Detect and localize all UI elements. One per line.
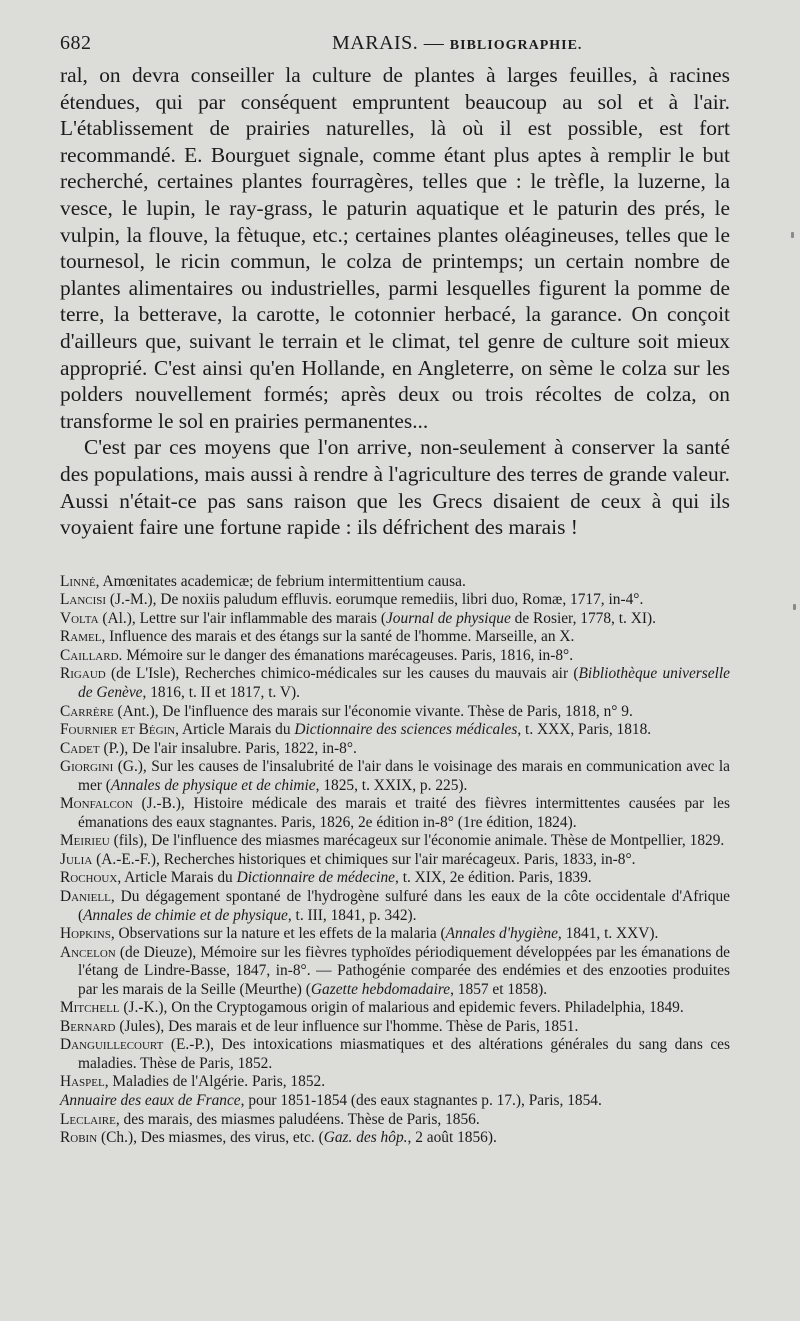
reference-text: , 1825, t. XXIX, p. 225). [315,776,468,794]
reference-title: Journal de physique [385,609,511,627]
reference-text: , Du dégagement spontané de l'hydrogène sulfuré dans les eaux de la côte occidentale d'Afrique ( [78,887,730,924]
reference-author: Daniell [60,887,111,905]
reference-entry [60,628,730,647]
reference-author: Lancisi [60,591,107,609]
running-title-main: MARAIS. — [332,32,445,54]
reference-title: Dictionnaire de médecine [236,869,395,887]
reference-author: Rigaud [60,665,106,683]
reference-text: (E.-P.), Des intoxications miasmatiques et des altérations générales du sang dans ces maladies. Thèse de Paris, 1852. [78,1036,730,1072]
reference-author: Carrère [60,702,114,720]
reference-entry [60,647,730,666]
reference-author: Bernard [60,1017,116,1035]
reference-entry [60,573,730,592]
reference-text: (G.), Sur les causes de l'insalubrité de l'air dans le voisinage des marais en communication avec la mer ( [78,758,730,794]
reference-author: Haspel [60,1073,105,1091]
reference-entry [60,795,730,832]
reference-text: , pour 1851-1854 (des eaux stagnantes p. 17.), Paris, 1854. [240,1092,602,1109]
paragraph: ral, on devra conseiller la culture de plantes à larges feuilles, à racines étendues, qui par conséquent empruntent beaucoup au sol et à l'air. L'établissement de prairies naturelles, là où il est possible, est fort recommandé. E. Bourguet signale, comme étant plus aptes à remplir le but recherché, certaines plantes fourragères, telles que : le trèfle, la luzerne, la vesce, le lupin, le ray-grass, le paturin aquatique et le paturin des prés, le vulpin, la flouve, la fètuque, etc.; certaines plantes oléagineuses, telles que le tournesol, le ricin commun, le colza de printemps; un certain nombre de plantes alimentaires ou industrielles, parmi lesquelles figurent la pomme de terre, la betterave, la carotte, le cotonnier herbacé, la garance. On conçoit d'ailleurs que, suivant le terrain et le climat, tel genre de culture soit mieux approprié. C'est ainsi qu'en Hollande, en Angleterre, on sème le colza sur les polders nouvellement formés; après deux ou trois récoltes de colza, on transforme le sol en prairies permanentes... [60,63,730,433]
reference-text: (Jules), Des marais et de leur influence sur l'homme. Thèse de Paris, 1851. [115,1017,579,1035]
reference-entry [60,999,730,1018]
reference-entry [60,1111,730,1130]
reference-author: Robin [60,1129,98,1147]
reference-text: de Rosier, 1778, t. XI). [510,609,656,627]
reference-text: (A.-E.-F.), Recherches historiques et chimiques sur l'air marécageux. Paris, 1833, in-8°. [92,850,636,868]
reference-title: Gazette hebdomadaire [310,980,451,998]
reference-text: , t. XXX, Paris, 1818. [517,721,652,739]
reference-text: , Article Marais du [117,869,237,887]
reference-text: , Amœnitates academicæ; de febrium intermittentium causa. [95,572,466,590]
reference-entry [60,1129,730,1148]
reference-entry [60,888,730,925]
running-title [332,28,582,61]
reference-text: (de Dieuze), Mémoire sur les fièvres typhoïdes périodiquement développées par les émanations de l'étang de Lindre-Basse, 1847, in-8°. — Pathogénie comparée des endémies et des enzooties produites par les marais de la Seille (Meurthe) ( [78,943,730,998]
reference-entry [60,869,730,888]
reference-entry [60,740,730,759]
reference-text: . Mémoire sur le danger des émanations marécageuses. Paris, 1816, in-8°. [118,646,574,664]
reference-author: Mitchell [60,999,120,1017]
reference-entry [60,610,730,629]
reference-entry [60,665,730,702]
reference-title: Annales d'hygiène [445,925,558,943]
reference-entry [60,1018,730,1037]
running-head [60,28,730,58]
margin-mark [793,604,796,610]
reference-author: Meirieu [60,832,110,850]
reference-author: Rochoux [60,869,118,887]
reference-entry [60,758,730,795]
reference-author: Volta [60,609,99,627]
reference-author: Fournier et Bégin [60,721,176,739]
reference-text: , t. XIX, 2e édition. Paris, 1839. [395,869,592,887]
reference-text: , Maladies de l'Algérie. Paris, 1852. [104,1073,326,1091]
reference-author: Julia [60,850,93,868]
reference-author: Hopkins [60,925,111,943]
reference-entry [60,851,730,870]
reference-text: , 1816, t. II et 1817, t. V). [142,683,300,701]
reference-text: (J.-M.), De noxiis paludum effluvis. eorumque remediis, libri duo, Romæ, 1717, in-4°. [106,591,644,609]
reference-entry [60,721,730,740]
reference-entry [60,591,730,610]
bibliography-list [60,573,730,1148]
reference-title: Bibliothèque universelle de Genève [78,665,730,701]
reference-text: (P.), De l'air insalubre. Paris, 1822, in-8°. [99,739,357,757]
paragraph: C'est par ces moyens que l'on arrive, non-seulement à conserver la santé des populations, mais aussi à rendre à l'agriculture des terres de grande valeur. Aussi n'était-ce pas sans raison que les Grecs disaient de ceux à qui ils voyaient faire une fortune rapide : ils défrichent des marais ! [60,435,730,540]
margin-mark [791,232,794,238]
page-number: 682 [60,32,92,54]
reference-author: Ancelon [60,943,116,961]
reference-text: (Ch.), Des miasmes, des virus, etc. ( [97,1129,324,1147]
reference-text: , 1857 et 1858). [450,980,548,998]
reference-author: Leclaire [60,1110,116,1128]
reference-text: (J.-K.), On the Cryptogamous origin of malarious and epidemic fevers. Philadelphia, 1849. [119,999,684,1017]
reference-author: Caillard [60,646,119,664]
reference-title: Dictionnaire des sciences médicales [294,721,518,739]
reference-entry [60,925,730,944]
reference-entry [60,1036,730,1073]
reference-text: , t. III, 1841, p. 342). [287,906,417,924]
reference-title: Annales de chimie et de physique [83,906,288,924]
reference-author: Monfalcon [60,795,133,813]
reference-text: , Article Marais du [175,721,295,739]
reference-text: , 1841, t. XXV). [557,925,659,943]
running-title-sub: BIBLIOGRAPHIE. [449,38,583,53]
reference-text: (Ant.), De l'influence des marais sur l'économie vivante. Thèse de Paris, 1818, n° 9. [113,702,633,720]
reference-entry [60,1092,730,1111]
reference-author: Giorgini [60,758,114,776]
reference-text: , Influence des marais et des étangs sur la santé de l'homme. Marseille, an X. [101,628,575,646]
reference-author: Danguillecourt [60,1036,164,1054]
body-text [60,62,730,541]
reference-author: Ramel [60,628,102,646]
reference-title: Annales de physique et de chimie [110,776,316,794]
reference-entry [60,1073,730,1092]
reference-author: Cadet [60,739,100,757]
reference-text: (Al.), Lettre sur l'air inflammable des marais ( [98,609,386,627]
reference-text: , Observations sur la nature et les effets de la malaria ( [110,925,446,943]
reference-author: Linné [60,572,96,590]
reference-title: Gaz. des hôp. [323,1129,408,1147]
reference-entry [60,944,730,1000]
reference-entry [60,703,730,722]
reference-text: (J.-B.), Histoire médicale des marais et traité des fièvres intermittentes causées par les émanations des eaux stagnantes. Paris, 1826, 2e édition in-8° (1re édition, 1824). [78,795,730,831]
reference-text: , 2 août 1856). [407,1129,497,1147]
reference-title: Annuaire des eaux de France [60,1092,241,1109]
reference-text: (fils), De l'influence des miasmes marécageux sur l'économie animale. Thèse de Montpellier, 1829. [109,832,725,850]
reference-text: (de L'Isle), Recherches chimico-médicales sur les causes du mauvais air ( [105,665,579,683]
reference-entry [60,832,730,851]
reference-text: , des marais, des miasmes paludéens. Thèse de Paris, 1856. [115,1110,480,1128]
